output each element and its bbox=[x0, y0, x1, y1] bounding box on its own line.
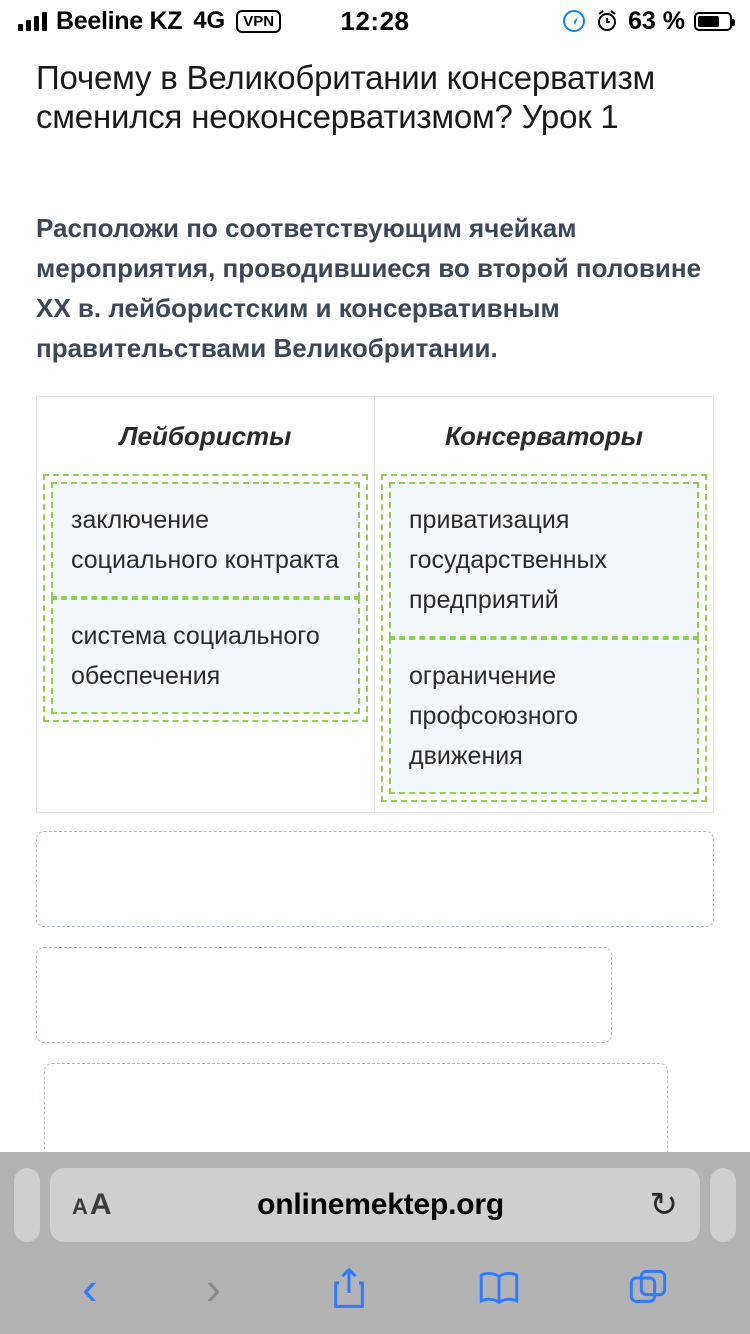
dropzone-labourists[interactable] bbox=[43, 474, 368, 722]
column-header-conservatives: Консерваторы bbox=[445, 421, 643, 451]
network-type-label: 4G bbox=[193, 7, 226, 34]
table-column-conservatives bbox=[375, 397, 713, 812]
reload-icon[interactable]: ↻ bbox=[649, 1186, 678, 1224]
browser-chrome bbox=[0, 1152, 750, 1334]
page-content bbox=[0, 42, 750, 1152]
filled-item[interactable]: ограничение профсоюзного движения bbox=[389, 638, 699, 794]
alarm-clock-icon bbox=[595, 9, 619, 33]
carrier-label: Beeline KZ bbox=[56, 6, 183, 35]
filled-item[interactable]: система социального обеспечения bbox=[51, 598, 360, 714]
previous-tab-edge[interactable] bbox=[14, 1168, 40, 1242]
vpn-badge-icon: VPN bbox=[236, 10, 281, 33]
dropzone-conservatives[interactable] bbox=[381, 474, 707, 802]
back-button[interactable]: ‹ bbox=[82, 1262, 98, 1314]
clock-label: 12:28 bbox=[340, 5, 410, 36]
filled-item[interactable]: приватизация государственных предприятий bbox=[389, 482, 699, 638]
tabs-button[interactable] bbox=[628, 1268, 668, 1308]
answer-table bbox=[36, 396, 714, 813]
battery-percent-label: 63 % bbox=[628, 6, 685, 35]
next-tab-edge[interactable] bbox=[710, 1168, 736, 1242]
status-bar bbox=[0, 0, 750, 42]
status-bar-right bbox=[562, 7, 732, 36]
empty-drop-slot-3[interactable] bbox=[44, 1063, 668, 1152]
bookmarks-button[interactable] bbox=[478, 1269, 520, 1307]
browser-toolbar bbox=[0, 1242, 750, 1334]
empty-drop-slot-2[interactable] bbox=[36, 947, 612, 1043]
share-button[interactable] bbox=[329, 1266, 369, 1310]
location-icon bbox=[562, 9, 586, 33]
address-bar[interactable] bbox=[50, 1168, 700, 1242]
empty-drop-slot-1[interactable] bbox=[36, 831, 714, 927]
empty-answer-slots bbox=[36, 831, 714, 1152]
forward-button[interactable]: › bbox=[205, 1262, 222, 1314]
task-instruction: Расположи по соответствующим ячейкам мероприятия, проводившиеся во второй половине XX в. лейбористским и консервативным правительствами Великобритании. bbox=[36, 213, 702, 363]
battery-icon bbox=[694, 12, 732, 31]
url-row bbox=[0, 1168, 750, 1242]
table-column-labourists bbox=[37, 397, 375, 812]
filled-item[interactable]: заключение социального контракта bbox=[51, 482, 360, 598]
column-header-labourists: Лейбористы bbox=[119, 421, 292, 451]
text-size-button[interactable]: A A bbox=[72, 1188, 112, 1221]
page-title: Почему в Великобритании консерватизм сменился неоконсерватизмом? Урок 1 bbox=[36, 59, 656, 135]
url-label[interactable]: onlinemektep.org bbox=[257, 1188, 504, 1221]
